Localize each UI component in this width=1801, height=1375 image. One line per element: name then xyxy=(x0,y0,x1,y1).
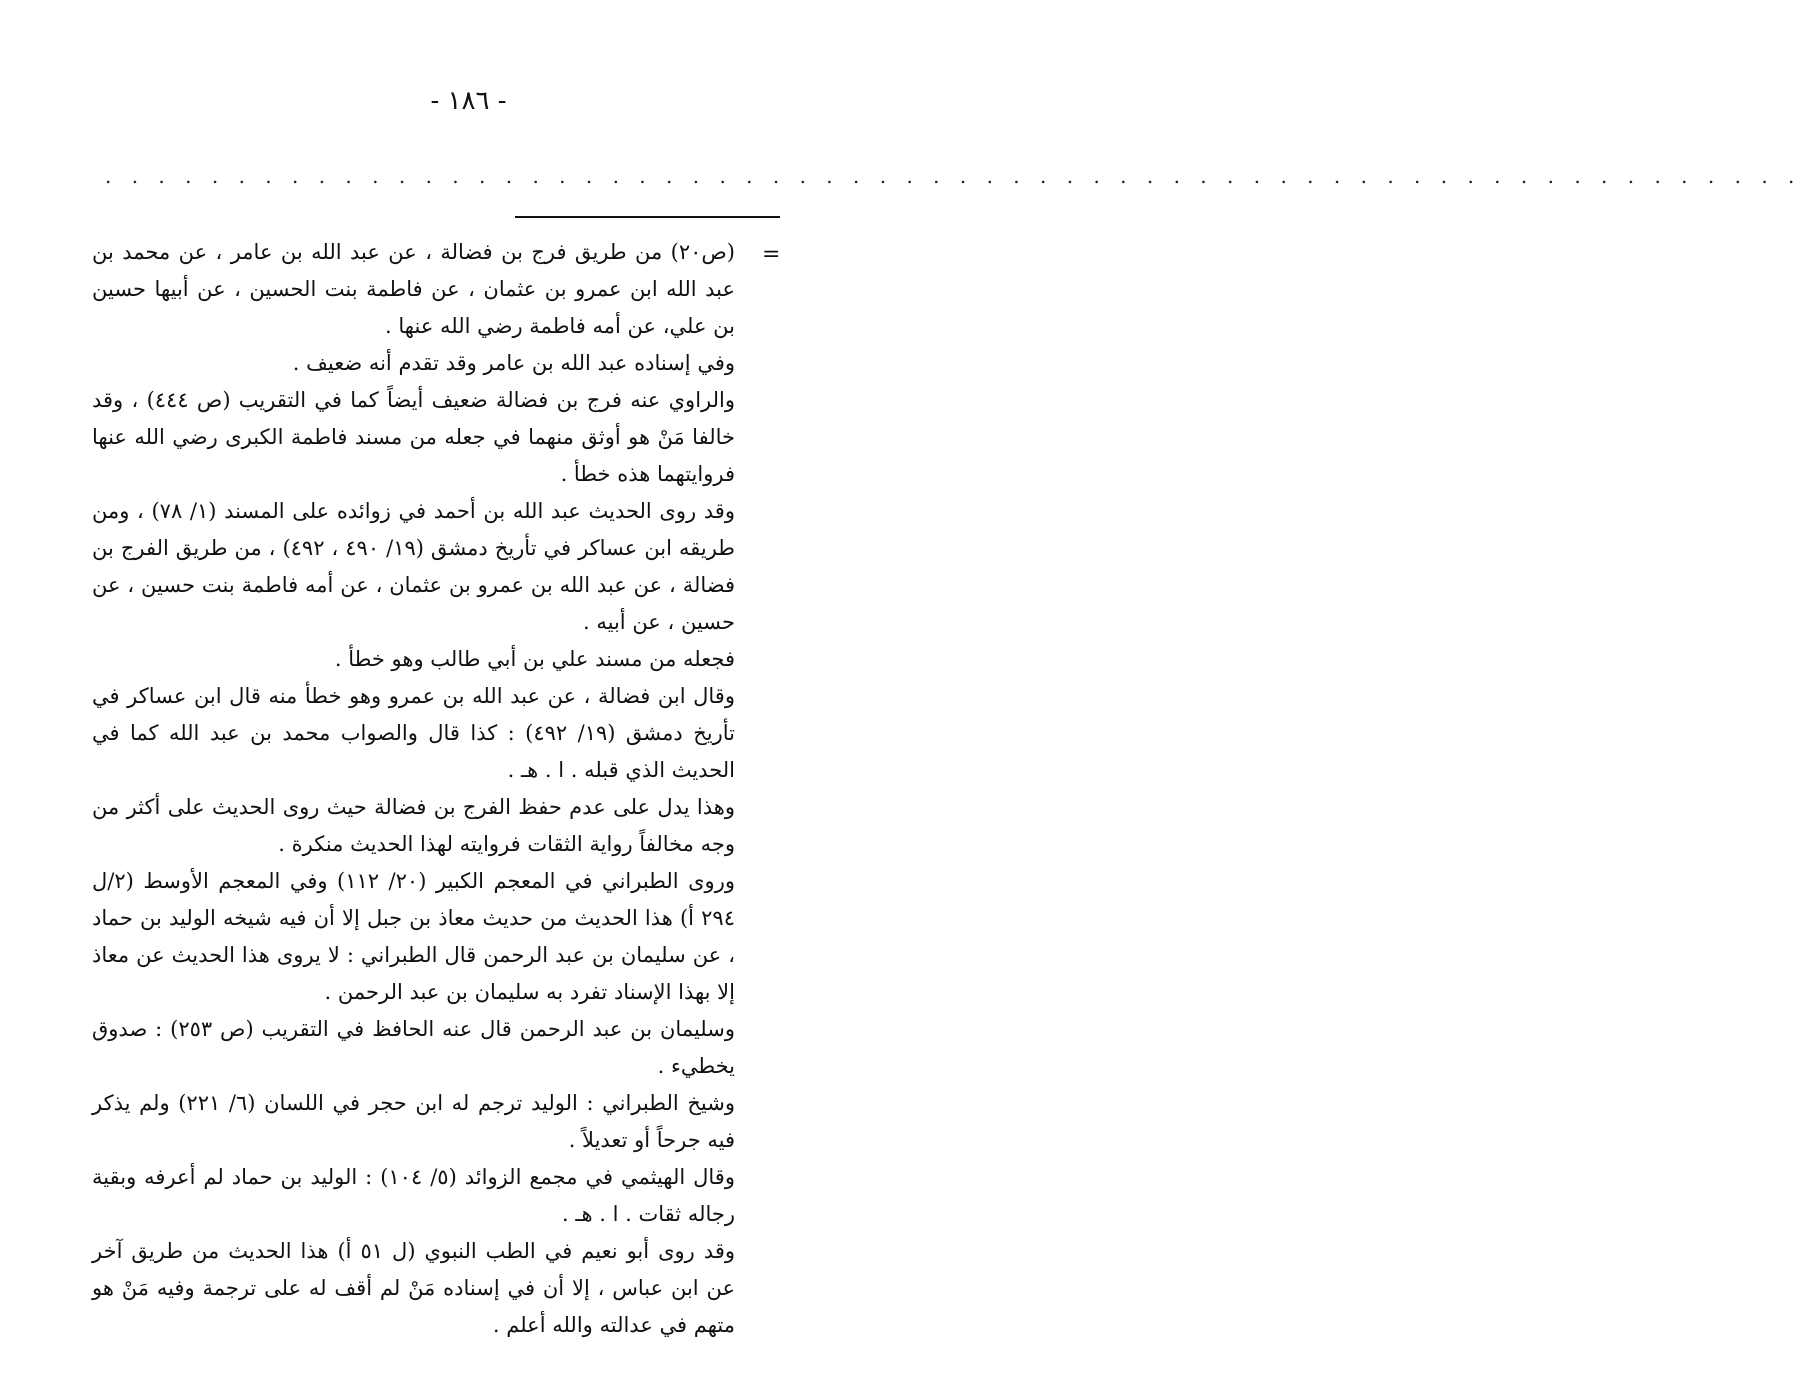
footnote-paragraph: وقال الهيثمي في مجمع الزوائد (٥/ ١٠٤) : الوليد بن حماد لم أعرفه وبقية رجاله ثقات . ا . هـ . xyxy=(92,1165,735,1226)
dotted-separator: . . . . . . . . . . . . . . . . . . . . . . . . . . . . . . . . . . . . . . . . . . . . . . . . . . . . . . . . . . . . . . . . xyxy=(105,164,1801,188)
footnote-rule xyxy=(515,216,780,218)
footnote-paragraph: وقد روى أبو نعيم في الطب النبوي (ل ٥١ أ) هذا الحديث من طريق آخر عن ابن عباس ، إلا أن في إسناده مَنْ لم أقف له على ترجمة وفيه مَنْ هو متهم في عدالته والله أعلم . xyxy=(92,1239,736,1337)
footnote-paragraph: وقال ابن فضالة ، عن عبد الله بن عمرو وهو خطأ منه قال ابن عساكر في تأريخ دمشق (١٩/ ٤٩٢) : كذا قال والصواب محمد بن عبد الله كما في الحديث الذي قبله . ا . هـ . xyxy=(92,684,735,782)
footnote-body xyxy=(92,234,735,1344)
footnote-paragraph: وسليمان بن عبد الرحمن قال عنه الحافظ في التقريب (ص ٢٥٣) : صدوق يخطيء . xyxy=(92,1017,735,1078)
footnote-paragraph: (ص٢٠) من طريق فرج بن فضالة ، عن عبد الله بن عامر ، عن محمد بن عبد الله ابن عمرو بن عثمان ، عن فاطمة بنت الحسين ، عن أبيها حسين بن علي، عن أمه فاطمة رضي الله عنها . xyxy=(92,240,735,338)
footnote-paragraph: وروى الطبراني في المعجم الكبير (٢٠/ ١١٢) وفي المعجم الأوسط (٢/ل ٢٩٤ أ) هذا الحديث من حديث معاذ بن جبل إلا أن فيه شيخه الوليد بن حماد ، عن سليمان بن عبد الرحمن قال الطبراني : لا يروى هذا الحديث عن معاذ إلا بهذا الإسناد تفرد به سليمان بن عبد الرحمن . xyxy=(92,869,735,1004)
footnote-paragraph: فجعله من مسند علي بن أبي طالب وهو خطأ . xyxy=(334,647,735,671)
page-number: - ١٨٦ - xyxy=(430,86,507,116)
footnote-paragraph: والراوي عنه فرج بن فضالة ضعيف أيضاً كما في التقريب (ص ٤٤٤) ، وقد خالفا مَنْ هو أوثق منهما في جعله من مسند فاطمة الكبرى رضي الله عنها فروايتهما هذه خطأ . xyxy=(92,388,735,486)
footnote-paragraph: وهذا يدل على عدم حفظ الفرج بن فضالة حيث روى الحديث على أكثر من وجه مخالفاً رواية الثقات فروايته لهذا الحديث منكرة . xyxy=(92,795,735,856)
footnote-paragraph: وقد روى الحديث عبد الله بن أحمد في زوائده على المسند (١/ ٧٨) ، ومن طريقه ابن عساكر في تأريخ دمشق (١٩/ ٤٩٠ ، ٤٩٢) ، من طريق الفرج بن فضالة ، عن عبد الله بن عمرو بن عثمان ، عن أمه فاطمة بنت حسين ، عن حسين ، عن أبيه . xyxy=(92,499,735,634)
continuation-mark: = xyxy=(762,242,781,267)
footnote-paragraph: وفي إسناده عبد الله بن عامر وقد تقدم أنه ضعيف . xyxy=(292,351,735,375)
footnote-paragraph: وشيخ الطبراني : الوليد ترجم له ابن حجر في اللسان (٦/ ٢٢١) ولم يذكر فيه جرحاً أو تعديلاً . xyxy=(92,1091,735,1152)
